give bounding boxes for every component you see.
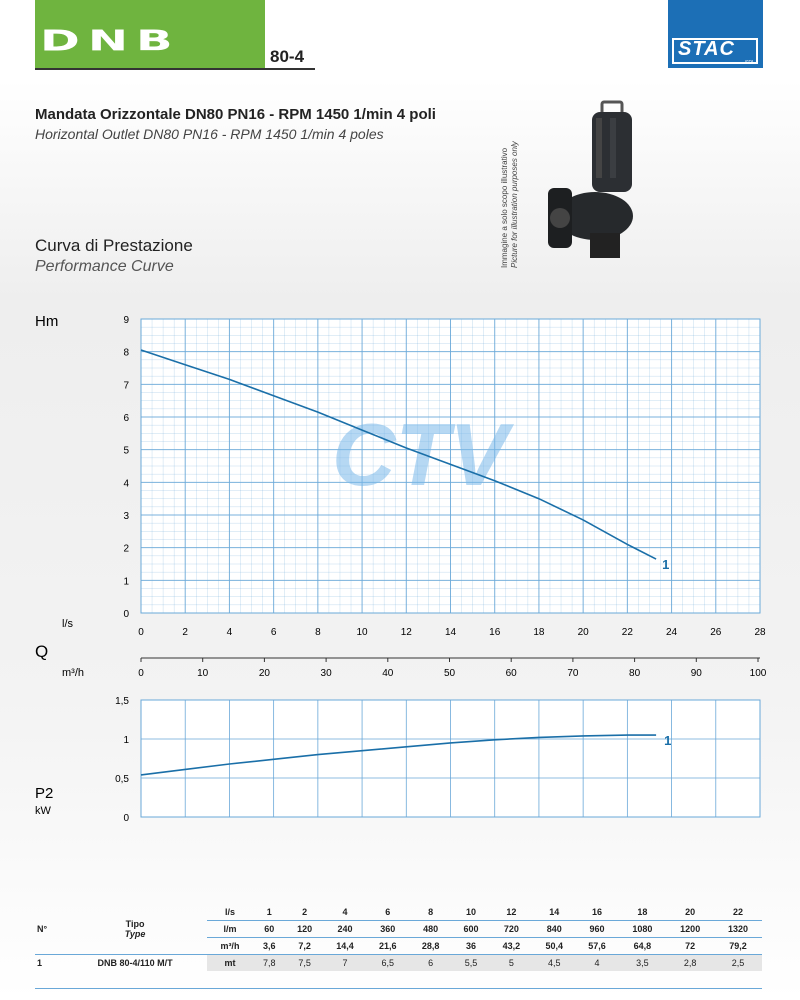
power-chart xyxy=(0,690,800,830)
x-tick-label: 12 xyxy=(400,627,412,638)
table-cell: 4,5 xyxy=(533,955,576,972)
table-cell: 7,8 xyxy=(253,955,286,972)
col-number-header: N° xyxy=(35,904,63,955)
table-cell: 6 xyxy=(409,955,452,972)
table-cell: 4 xyxy=(576,955,619,972)
m3h-tick-label: 100 xyxy=(749,668,767,679)
head-curve-label: 1 xyxy=(662,557,670,573)
pump-photo xyxy=(540,98,650,268)
table-cell: 6,5 xyxy=(366,955,409,972)
power-axis-label: P2 xyxy=(35,785,54,802)
table-row xyxy=(35,955,762,972)
unit-cell: m³/h xyxy=(207,938,253,955)
m3h-tick-label: 70 xyxy=(567,668,579,679)
col-type-en: Type xyxy=(124,929,146,939)
model-name: DNB 80-4/110 M/T xyxy=(97,958,173,968)
logo-underline xyxy=(35,68,315,70)
table-cell: 72 xyxy=(666,938,714,955)
x-tick-label: 18 xyxy=(533,627,545,638)
y-tick-label: 0 xyxy=(123,609,129,620)
table-cell: 10 xyxy=(452,904,490,921)
table-cell: 36 xyxy=(452,938,490,955)
table-cell: 4 xyxy=(324,904,367,921)
x-tick-label: 20 xyxy=(577,627,589,638)
table-cell: 14,4 xyxy=(324,938,367,955)
product-logo: DNB xyxy=(40,24,181,58)
q-axis-label: Q xyxy=(35,642,49,661)
table-cell: 57,6 xyxy=(576,938,619,955)
table-cell: 480 xyxy=(409,921,452,938)
table-cell: 7,5 xyxy=(286,955,324,972)
y-tick-label: 6 xyxy=(123,413,129,424)
m3h-tick-label: 10 xyxy=(197,668,209,679)
table-cell: 8 xyxy=(409,904,452,921)
m3h-tick-label: 50 xyxy=(443,668,456,679)
x-tick-label: 0 xyxy=(138,627,144,638)
m3h-tick-label: 80 xyxy=(629,668,641,679)
bottom-rule xyxy=(35,988,762,989)
m3h-tick-label: 30 xyxy=(320,668,332,679)
table-cell: 3,5 xyxy=(618,955,666,972)
row-number: 1 xyxy=(37,958,43,968)
data-table xyxy=(35,904,762,971)
brand-logo: STAC xyxy=(678,38,735,60)
illustration-note-it: Immagine a solo scopo illustrativo xyxy=(500,147,509,268)
table-cell: 1200 xyxy=(666,921,714,938)
x-tick-label: 6 xyxy=(270,627,277,638)
table-cell: 600 xyxy=(452,921,490,938)
y-tick-label: 4 xyxy=(123,478,129,490)
table-cell: 1 xyxy=(253,904,286,921)
x-tick-label: 4 xyxy=(226,627,233,638)
power-axis-unit: kW xyxy=(35,805,51,817)
x-tick-label: 24 xyxy=(666,627,678,638)
table-cell: 21,6 xyxy=(366,938,409,955)
power-tick-label: 0 xyxy=(123,813,129,824)
table-cell: 43,2 xyxy=(490,938,533,955)
m3h-tick-label: 20 xyxy=(258,668,270,679)
y-tick-label: 8 xyxy=(123,347,129,359)
table-cell: 20 xyxy=(666,904,714,921)
y-tick-label: 9 xyxy=(123,315,129,326)
y-tick-label: 7 xyxy=(123,380,129,392)
col-type-header xyxy=(63,904,207,955)
watermark-text: CTV xyxy=(332,405,508,504)
x-tick-label: 26 xyxy=(710,627,722,638)
y-tick-label: 1 xyxy=(123,576,129,588)
table-cell: 120 xyxy=(286,921,324,938)
y-axis-label: Hm xyxy=(35,313,59,330)
table-cell: 360 xyxy=(366,921,409,938)
m3h-tick-label: 60 xyxy=(505,668,517,679)
section-subtitle: Performance Curve xyxy=(35,258,174,275)
table-cell: 28,8 xyxy=(409,938,452,955)
col-type-it: Tipo xyxy=(125,919,145,929)
performance-chart xyxy=(0,300,800,640)
table-cell: 22 xyxy=(714,904,762,921)
m3h-tick-label: 0 xyxy=(138,668,144,679)
table-cell: 2,8 xyxy=(666,955,714,972)
m3h-tick-label: 90 xyxy=(690,668,702,679)
table-cell: 18 xyxy=(618,904,666,921)
illustration-note xyxy=(500,118,520,268)
table-cell: 7 xyxy=(324,955,367,972)
x-tick-label: 2 xyxy=(182,627,188,638)
unit-cell: l/m xyxy=(207,921,253,938)
table-header-row xyxy=(35,904,762,921)
power-tick-label: 1,5 xyxy=(115,696,129,707)
table-cell: 960 xyxy=(576,921,619,938)
model-code: 80-4 xyxy=(270,47,305,66)
power-tick-label: 0,5 xyxy=(115,774,129,785)
table-cell: 3,6 xyxy=(253,938,286,955)
table-cell: 50,4 xyxy=(533,938,576,955)
y-tick-label: 3 xyxy=(123,511,129,522)
unit-cell: mt xyxy=(207,955,253,972)
x-axis-unit-ls: l/s xyxy=(62,618,73,630)
power-tick-label: 1 xyxy=(123,735,129,746)
x-tick-label: 8 xyxy=(315,627,321,638)
page-subtitle: Horizontal Outlet DN80 PN16 - RPM 1450 1/min 4 poles xyxy=(35,126,384,142)
brand-suffix: SRL xyxy=(745,60,755,66)
table-cell: 60 xyxy=(253,921,286,938)
table-cell: 16 xyxy=(576,904,619,921)
x-tick-label: 14 xyxy=(444,627,457,638)
x-axis-unit-m3h: m³/h xyxy=(62,667,84,679)
table-cell: 12 xyxy=(490,904,533,921)
flow-axis xyxy=(0,640,800,685)
power-curve-label: 1 xyxy=(664,733,672,749)
y-tick-label: 5 xyxy=(123,445,129,457)
table-cell: 840 xyxy=(533,921,576,938)
table-cell: 79,2 xyxy=(714,938,762,955)
table-cell: 720 xyxy=(490,921,533,938)
table-cell: 7,2 xyxy=(286,938,324,955)
power-grid xyxy=(141,700,760,817)
table-cell: 5,5 xyxy=(452,955,490,972)
table-cell: 1320 xyxy=(714,921,762,938)
table-cell: 240 xyxy=(324,921,367,938)
m3h-tick-label: 40 xyxy=(382,668,394,679)
x-tick-label: 28 xyxy=(754,627,766,638)
table-cell: 5 xyxy=(490,955,533,972)
x-tick-label: 22 xyxy=(621,627,633,638)
x-tick-label: 16 xyxy=(489,627,501,638)
x-tick-label: 10 xyxy=(356,627,368,638)
table-cell: 6 xyxy=(366,904,409,921)
page-title: Mandata Orizzontale DN80 PN16 - RPM 1450 1/min 4 poli xyxy=(35,106,436,123)
table-cell: 1080 xyxy=(618,921,666,938)
m3h-ticks xyxy=(138,658,767,679)
table-cell: 64,8 xyxy=(618,938,666,955)
section-title: Curva di Prestazione xyxy=(35,236,193,255)
y-tick-label: 2 xyxy=(123,543,129,555)
unit-cell: l/s xyxy=(207,904,253,921)
power-ticks xyxy=(115,696,129,824)
table-cell: 2 xyxy=(286,904,324,921)
table-cell: 2,5 xyxy=(714,955,762,972)
table-cell: 14 xyxy=(533,904,576,921)
illustration-note-en: Picture for illustration purposes only xyxy=(510,141,519,268)
